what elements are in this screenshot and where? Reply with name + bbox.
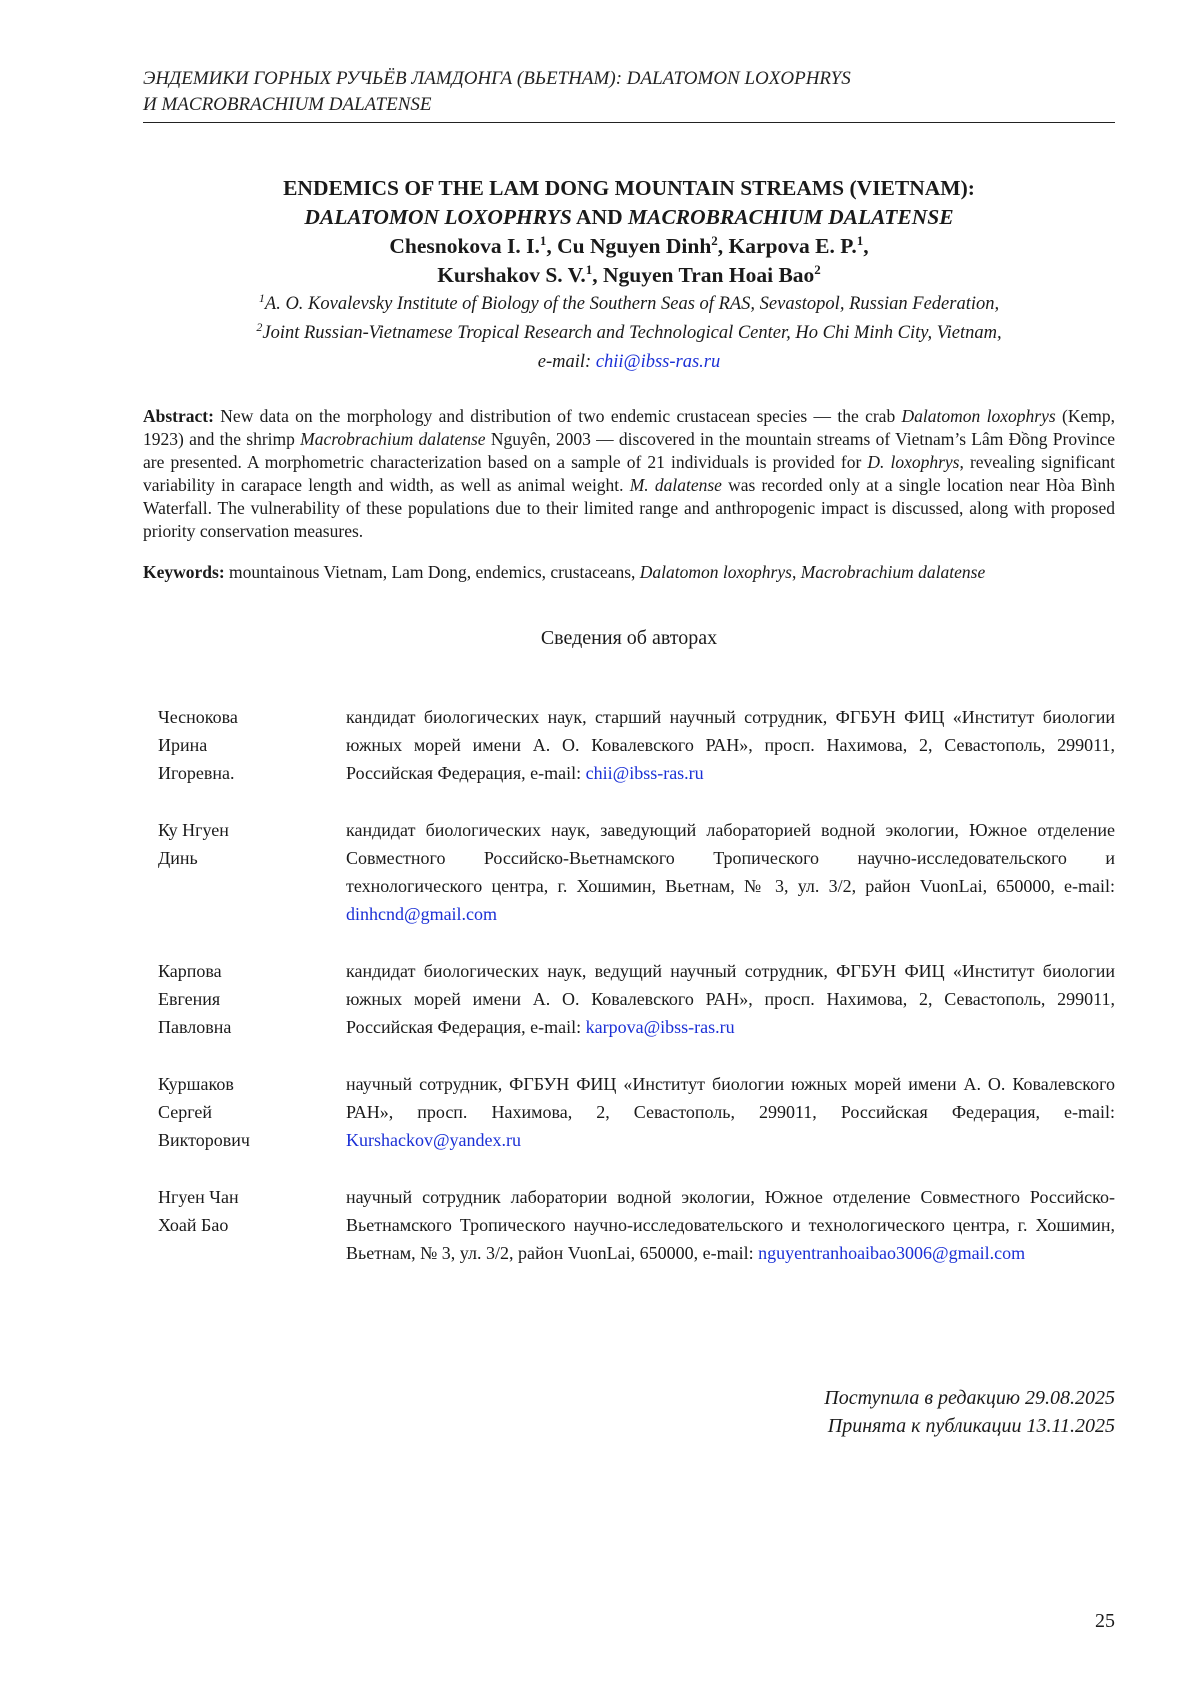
author-affiliation-mark: 1 [856,232,864,248]
page-number: 25 [1095,1610,1115,1632]
author-email-link[interactable]: nguyentranhoaibao3006@gmail.com [758,1243,1026,1263]
author-affiliation-mark: 2 [814,261,821,277]
abstract-label: Abstract: [143,406,214,426]
author-list-line-2: Kurshakov S. V.$^1$, Nguyen Tran Hoai Bao$^2$ [437,261,821,287]
author-affiliation-mark: 2 [711,232,718,248]
author-affiliation-mark: 1 [585,261,593,277]
author-name: Cu Nguyen Dinh [557,234,712,258]
running-header-line-2: И MACROBRACHIUM DALATENSE [143,94,432,115]
author-name: Chesnokova I. I. [389,234,540,258]
running-header-line-1: ЭНДЕМИКИ ГОРНЫХ РУЧЬЁВ ЛАМДОНГА (ВЬЕТНАМ): DALATOMON LOXOPHRYS [143,68,851,89]
paper-title-line-2 [143,203,1115,232]
author-info-description: научный сотрудник лаборатории водной экологии, Южное отделение Совместного Российско-Вьетнамского Тропического научно-исследовательского и технологического центра, г. Хошимин, Вьетнам, № 3, ул. 3/2, район VuonLai, 650000, e-mail: nguyentranhoaibao3006@gmail.com [346,1187,1115,1263]
paper-title-line-1: ENDEMICS OF THE LAM DONG MOUNTAIN STREAMS (VIETNAM): [283,176,975,200]
running-header [143,66,1115,118]
author-list-line-1: Chesnokova I. I.$^1$, Cu Nguyen Dinh$^2$, Karpova E. P.$^1$, [389,232,869,258]
keywords-label: Keywords: [143,562,225,582]
author-info-name: Ку Нгуен Динь [158,820,229,868]
author-info-name: Куршаков Сергей Викторович [158,1074,250,1150]
header-divider [143,122,1115,123]
title-species-2: MACROBRACHIUM DALATENSE [627,205,954,229]
received-date: Поступила в редакцию 29.08.2025 [824,1387,1115,1409]
author-info-name: Нгуен Чан Хоай Бао [158,1187,239,1235]
contact-email-link[interactable]: chii@ibss-ras.ru [595,352,721,372]
author-name: Kurshakov S. V. [437,263,586,287]
author-name: Nguyen Tran Hoai Bao [603,263,815,287]
affiliation-2: $^2$Joint Russian-Vietnamese Tropical Research and Technological Center, Ho Chi Minh City, Vietnam, [256,319,1002,343]
keywords: Keywords: mountainous Vietnam, Lam Dong, endemics, crustaceans, Dalatomon loxophrys, Macrobrachium dalatense [143,562,986,582]
section-title: Сведения об авторах [540,627,718,649]
author-affiliation-mark: 1 [539,232,547,248]
title-block [143,174,1115,377]
accepted-date: Принята к публикации 13.11.2025 [827,1415,1115,1437]
title-and: AND [571,205,628,229]
abstract: Abstract: New data on the morphology and distribution of two endemic crustacean species — the crab Dalatomon loxophrys (Kemp, 1923) and the shrimp Macrobrachium dalatense Nguyên, 2003 — discovered in the mountain streams of Vietnam’s Lâm Đồng Province are presented. A morphometric characterization based on a sample of 21 individuals is provided for D. loxophrys, revealing significant variability in carapace length and width, as well as animal weight. M. dalatense was recorded only at a single location near Hòa Bình Waterfall. The vulnerability of these populations due to their limited range and anthropogenic impact is discussed, along with proposed priority conservation measures. [143,406,1116,541]
affiliation-1: $^1$A. O. Kovalevsky Institute of Biology of the Southern Seas of RAS, Sevastopol, Russian Federation, [258,290,1000,314]
author-info-description: кандидат биологических наук, заведующий лабораторией водной экологии, Южное отделение Совместного Российско-Вьетнамского Тропического научно-исследовательского и технологического центра, г. Хошимин, Вьетнам, № 3, ул. 3/2, район VuonLai, 650000, e-mail: dinhcnd@gmail.com [346,820,1115,924]
author-info-name: Карпова Евгения Павловна [158,961,232,1037]
author-email-link[interactable]: chii@ibss-ras.ru [585,763,704,783]
author-info-description: кандидат биологических наук, старший научный сотрудник, ФГБУН ФИЦ «Институт биологии южных морей имени А. О. Ковалевского РАН», просп. Нахимова, 2, Севастополь, 299011, Российская Федерация, e-mail: chii@ibss-ras.ru [346,707,1115,783]
author-info-description: кандидат биологических наук, ведущий научный сотрудник, ФГБУН ФИЦ «Институт биологии южных морей имени А. О. Ковалевского РАН», просп. Нахимова, 2, Севастополь, 299011, Российская Федерация, e-mail: karpova@ibss-ras.ru [346,961,1115,1037]
title-species-1: DALATOMON LOXOPHRYS [304,205,572,229]
author-info-name: Чеснокова Ирина Игоревна. [158,707,238,783]
author-email-link[interactable]: Kurshackov@yandex.ru [346,1130,522,1150]
contact-email: e-mail: chii@ibss-ras.ru [537,352,721,372]
author-email-link[interactable]: dinhcnd@gmail.com [346,904,498,924]
author-name: Karpova E. P. [728,234,857,258]
publication-dates [824,1384,1115,1440]
author-email-link[interactable]: karpova@ibss-ras.ru [585,1017,735,1037]
author-info-description: научный сотрудник, ФГБУН ФИЦ «Институт биологии южных морей имени А. О. Ковалевского РАН», просп. Нахимова, 2, Севастополь, 299011, Российская Федерация, e-mail: Kurshackov@yandex.ru [346,1074,1115,1150]
